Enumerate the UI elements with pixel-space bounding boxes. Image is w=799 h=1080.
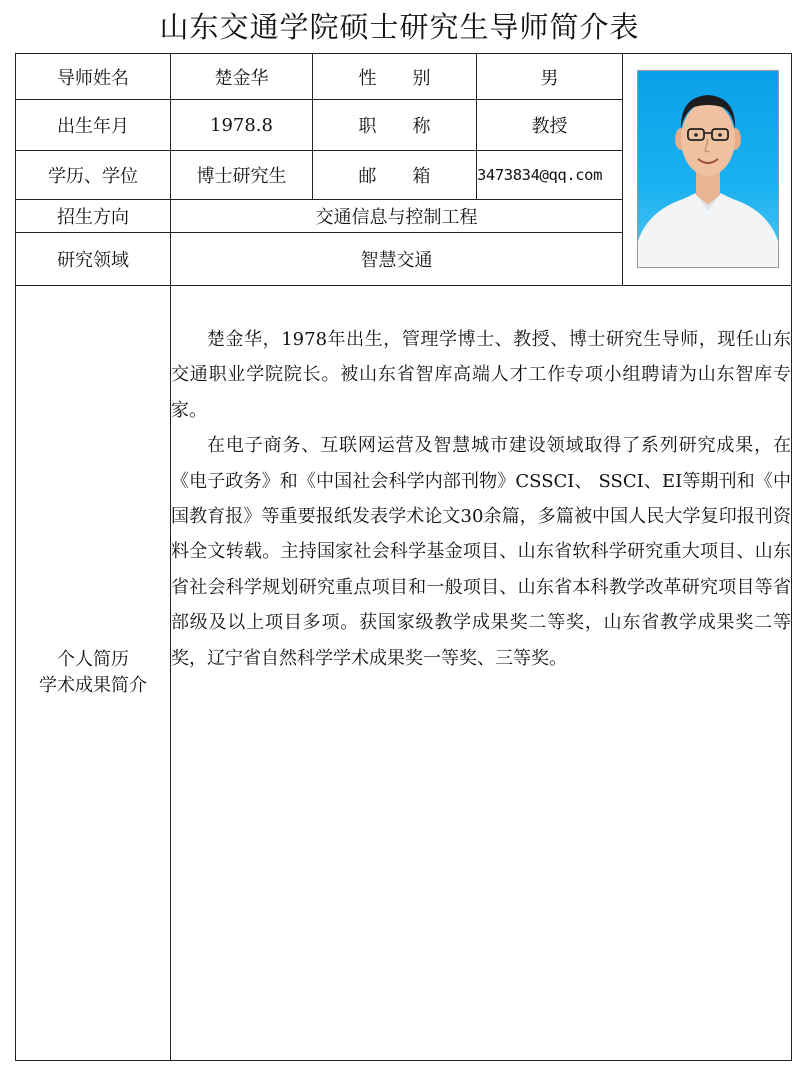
portrait-photo	[637, 70, 779, 268]
birth-label: 出生年月	[57, 116, 129, 137]
name-value: 楚金华	[214, 67, 269, 89]
degree-value: 博士研究生	[196, 166, 287, 187]
rank-value: 教授	[531, 116, 568, 137]
gender-label: 性 别	[358, 67, 431, 89]
field-label: 研究领域	[57, 250, 129, 271]
column-divider	[622, 53, 623, 285]
rank-label: 职 称	[358, 116, 431, 137]
bio-section-label	[16, 285, 170, 1060]
bio-label-line1: 个人简历	[57, 648, 129, 670]
email-label: 邮 箱	[358, 166, 431, 187]
name-label: 导师姓名	[57, 67, 129, 89]
gender-value: 男	[540, 67, 559, 89]
bio-text	[171, 322, 791, 676]
direction-label: 招生方向	[57, 207, 129, 228]
page-title: 山东交通学院硕士研究生导师简介表	[159, 10, 640, 44]
direction-value: 交通信息与控制工程	[315, 207, 478, 228]
bio-paragraph: 楚金华，1978年出生，管理学博士、教授、博士研究生导师，现任山东交通职业学院院长。被山东省智库高端人才工作专项小组聘请为山东智库专家。	[171, 329, 791, 421]
field-value: 智慧交通	[360, 250, 433, 271]
bio-label-line2: 学术成果简介	[39, 674, 147, 696]
email-value: 3473834@qq.com	[477, 166, 603, 184]
portrait-photo-icon	[638, 71, 778, 267]
bio-paragraph: 在电子商务、互联网运营及智慧城市建设领域取得了系列研究成果，在《电子政务》和《中国社会科学内部刊物》CSSCI、 SSCI、EI等期刊和《中国教育报》等重要报纸发表学术论文30余篇，多篇被中国人民大学复印报刊资料全文转载。主持国家社会科学基金项目、山东省软科学研究重大项目、山东省社会科学规划研究重点项目和一般项目、山东省本科教学改革研究项目等省部级及以上项目多项。获国家级教学成果奖二等奖，山东省教学成果奖二等奖，辽宁省自然科学学术成果奖一等奖、三等奖。	[171, 435, 791, 669]
degree-label: 学历、学位	[48, 166, 138, 187]
birth-value: 1978.8	[210, 114, 273, 136]
